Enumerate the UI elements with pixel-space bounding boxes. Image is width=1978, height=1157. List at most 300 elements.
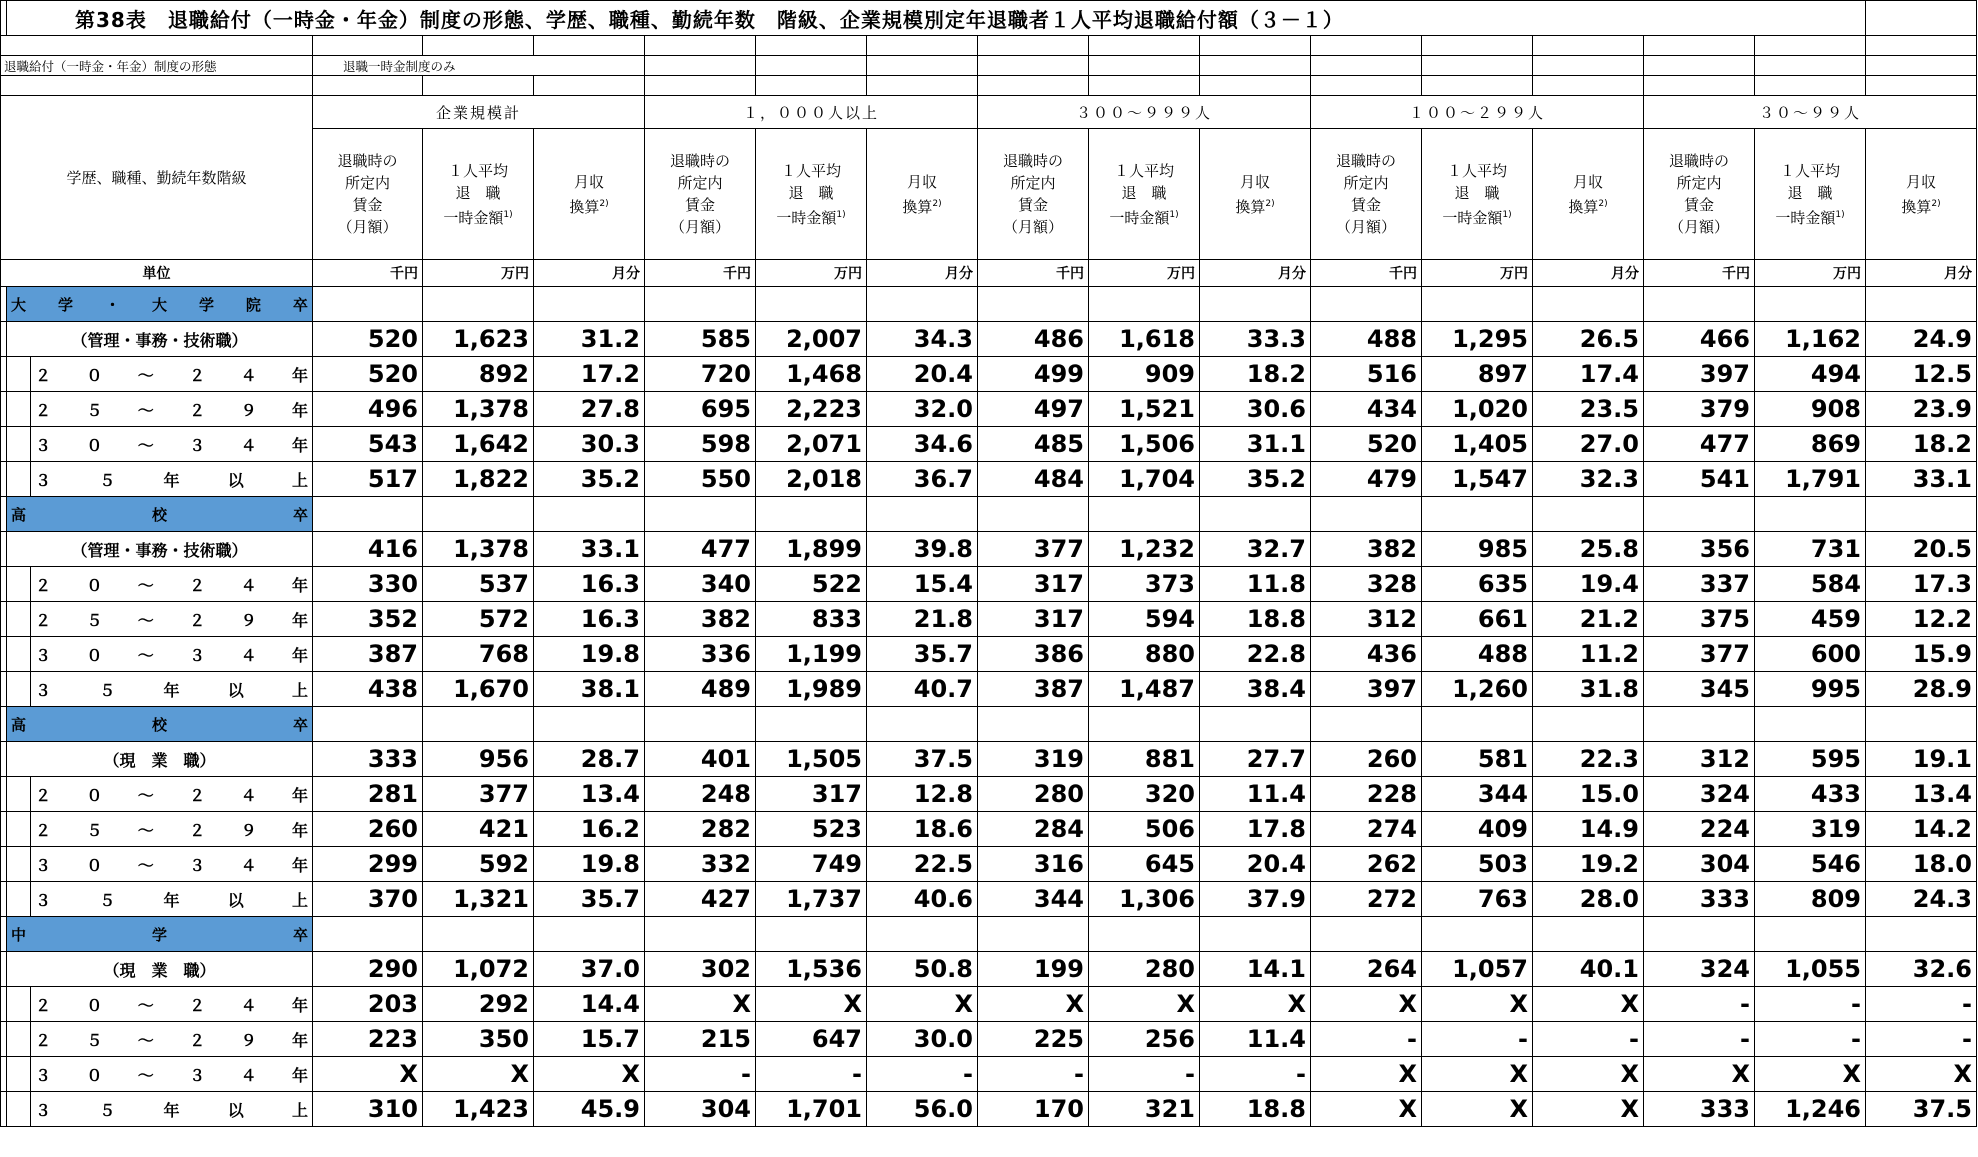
value-cell[interactable]: -	[867, 1057, 978, 1092]
cell[interactable]	[978, 56, 1089, 76]
value-cell[interactable]: 27.0	[1533, 427, 1644, 462]
value-cell[interactable]: 28.9	[1866, 672, 1977, 707]
value-cell[interactable]: 31.1	[1200, 427, 1311, 462]
value-cell[interactable]: 12.5	[1866, 357, 1977, 392]
value-cell[interactable]: 1,378	[423, 392, 534, 427]
value-cell[interactable]: -	[1755, 1022, 1866, 1057]
cell[interactable]	[1422, 287, 1533, 322]
value-cell[interactable]: 909	[1089, 357, 1200, 392]
value-cell[interactable]: 11.4	[1200, 777, 1311, 812]
cell[interactable]	[1755, 287, 1866, 322]
value-cell[interactable]: 520	[1311, 427, 1422, 462]
value-cell[interactable]: 1,822	[423, 462, 534, 497]
value-cell[interactable]: 203	[313, 987, 423, 1022]
cell[interactable]	[7, 427, 31, 462]
value-cell[interactable]: 302	[645, 952, 756, 987]
value-cell[interactable]: -	[1644, 987, 1755, 1022]
value-cell[interactable]: 1,232	[1089, 532, 1200, 567]
value-cell[interactable]: 496	[313, 392, 423, 427]
value-cell[interactable]: 333	[1644, 882, 1755, 917]
value-cell[interactable]: 21.2	[1533, 602, 1644, 637]
value-cell[interactable]: 477	[645, 532, 756, 567]
value-cell[interactable]: X	[1755, 1057, 1866, 1092]
value-cell[interactable]: 215	[645, 1022, 756, 1057]
cell[interactable]	[7, 357, 31, 392]
value-cell[interactable]: 731	[1755, 532, 1866, 567]
value-cell[interactable]: 24.9	[1866, 322, 1977, 357]
cell[interactable]	[7, 567, 31, 602]
value-cell[interactable]: 377	[1644, 637, 1755, 672]
value-cell[interactable]: 299	[313, 847, 423, 882]
cell[interactable]	[867, 36, 978, 56]
cell[interactable]	[756, 76, 867, 96]
cell[interactable]	[7, 462, 31, 497]
cell[interactable]	[1311, 497, 1422, 532]
form-value[interactable]: 退職一時金制度のみ	[313, 56, 645, 76]
value-cell[interactable]: 401	[645, 742, 756, 777]
value-cell[interactable]: 18.0	[1866, 847, 1977, 882]
cell[interactable]	[1200, 497, 1311, 532]
value-cell[interactable]: 45.9	[534, 1092, 645, 1127]
value-cell[interactable]: 40.6	[867, 882, 978, 917]
value-cell[interactable]: 32.7	[1200, 532, 1311, 567]
cell[interactable]	[1644, 917, 1755, 952]
cell[interactable]	[1, 76, 313, 96]
cell[interactable]	[1089, 707, 1200, 742]
cell[interactable]	[645, 36, 756, 56]
value-cell[interactable]: 290	[313, 952, 423, 987]
value-cell[interactable]: 1,487	[1089, 672, 1200, 707]
value-cell[interactable]: 436	[1311, 637, 1422, 672]
cell[interactable]	[1422, 917, 1533, 952]
value-cell[interactable]: 892	[423, 357, 534, 392]
value-cell[interactable]: 14.2	[1866, 812, 1977, 847]
value-cell[interactable]: 32.6	[1866, 952, 1977, 987]
value-cell[interactable]: 324	[1644, 777, 1755, 812]
value-cell[interactable]: 12.2	[1866, 602, 1977, 637]
cell[interactable]	[1533, 76, 1644, 96]
value-cell[interactable]: 23.5	[1533, 392, 1644, 427]
value-cell[interactable]: 337	[1644, 567, 1755, 602]
value-cell[interactable]: 434	[1311, 392, 1422, 427]
value-cell[interactable]: 256	[1089, 1022, 1200, 1057]
value-cell[interactable]: -	[978, 1057, 1089, 1092]
cell[interactable]	[756, 917, 867, 952]
value-cell[interactable]: 370	[313, 882, 423, 917]
value-cell[interactable]: 18.2	[1866, 427, 1977, 462]
cell[interactable]	[7, 392, 31, 427]
cell[interactable]	[1533, 707, 1644, 742]
cell[interactable]	[1422, 707, 1533, 742]
value-cell[interactable]: -	[1089, 1057, 1200, 1092]
cell[interactable]	[1200, 36, 1311, 56]
value-cell[interactable]: 584	[1755, 567, 1866, 602]
value-cell[interactable]: 15.7	[534, 1022, 645, 1057]
value-cell[interactable]: 1,162	[1755, 322, 1866, 357]
value-cell[interactable]: X	[645, 987, 756, 1022]
cell[interactable]	[1311, 36, 1422, 56]
value-cell[interactable]: -	[1200, 1057, 1311, 1092]
value-cell[interactable]: 386	[978, 637, 1089, 672]
value-cell[interactable]: 223	[313, 1022, 423, 1057]
value-cell[interactable]: X	[1533, 1057, 1644, 1092]
value-cell[interactable]: 1,468	[756, 357, 867, 392]
value-cell[interactable]: 421	[423, 812, 534, 847]
value-cell[interactable]: 312	[1644, 742, 1755, 777]
value-cell[interactable]: 572	[423, 602, 534, 637]
cell[interactable]	[1311, 287, 1422, 322]
value-cell[interactable]: 317	[978, 567, 1089, 602]
value-cell[interactable]: 30.6	[1200, 392, 1311, 427]
value-cell[interactable]: 344	[1422, 777, 1533, 812]
cell[interactable]	[1644, 36, 1755, 56]
value-cell[interactable]: 32.3	[1533, 462, 1644, 497]
value-cell[interactable]: 328	[1311, 567, 1422, 602]
value-cell[interactable]: 1,670	[423, 672, 534, 707]
value-cell[interactable]: 272	[1311, 882, 1422, 917]
value-cell[interactable]: 18.8	[1200, 602, 1311, 637]
cell[interactable]	[1644, 76, 1755, 96]
cell[interactable]	[1866, 1, 1977, 36]
cell[interactable]	[1311, 56, 1422, 76]
cell[interactable]	[1311, 917, 1422, 952]
value-cell[interactable]: 880	[1089, 637, 1200, 672]
value-cell[interactable]: 225	[978, 1022, 1089, 1057]
value-cell[interactable]: 37.5	[867, 742, 978, 777]
value-cell[interactable]: 592	[423, 847, 534, 882]
value-cell[interactable]: 11.2	[1533, 637, 1644, 672]
value-cell[interactable]: 377	[423, 777, 534, 812]
value-cell[interactable]: -	[1755, 987, 1866, 1022]
cell[interactable]	[1644, 707, 1755, 742]
value-cell[interactable]: 27.8	[534, 392, 645, 427]
value-cell[interactable]: 488	[1311, 322, 1422, 357]
value-cell[interactable]: 310	[313, 1092, 423, 1127]
value-cell[interactable]: 14.1	[1200, 952, 1311, 987]
value-cell[interactable]: 1,737	[756, 882, 867, 917]
value-cell[interactable]: 22.8	[1200, 637, 1311, 672]
value-cell[interactable]: 264	[1311, 952, 1422, 987]
value-cell[interactable]: 18.2	[1200, 357, 1311, 392]
value-cell[interactable]: X	[1311, 1092, 1422, 1127]
value-cell[interactable]: 522	[756, 567, 867, 602]
value-cell[interactable]: 32.0	[867, 392, 978, 427]
value-cell[interactable]: X	[1311, 1057, 1422, 1092]
value-cell[interactable]: 332	[645, 847, 756, 882]
value-cell[interactable]: 13.4	[534, 777, 645, 812]
cell[interactable]	[1089, 36, 1200, 56]
value-cell[interactable]: 1,989	[756, 672, 867, 707]
value-cell[interactable]: 485	[978, 427, 1089, 462]
value-cell[interactable]: 438	[313, 672, 423, 707]
cell[interactable]	[1089, 76, 1200, 96]
cell[interactable]	[1200, 76, 1311, 96]
cell[interactable]	[645, 497, 756, 532]
cell[interactable]	[7, 637, 31, 672]
cell[interactable]	[7, 602, 31, 637]
value-cell[interactable]: 304	[1644, 847, 1755, 882]
value-cell[interactable]: X	[1533, 1092, 1644, 1127]
value-cell[interactable]: 170	[978, 1092, 1089, 1127]
value-cell[interactable]: X	[1644, 1057, 1755, 1092]
value-cell[interactable]: X	[756, 987, 867, 1022]
value-cell[interactable]: 387	[978, 672, 1089, 707]
value-cell[interactable]: 833	[756, 602, 867, 637]
cell[interactable]	[1200, 707, 1311, 742]
cell[interactable]	[867, 56, 978, 76]
value-cell[interactable]: 344	[978, 882, 1089, 917]
value-cell[interactable]: 37.9	[1200, 882, 1311, 917]
cell[interactable]	[1311, 707, 1422, 742]
value-cell[interactable]: 379	[1644, 392, 1755, 427]
value-cell[interactable]: 292	[423, 987, 534, 1022]
value-cell[interactable]: 1,623	[423, 322, 534, 357]
value-cell[interactable]: 228	[1311, 777, 1422, 812]
cell[interactable]	[756, 707, 867, 742]
value-cell[interactable]: 763	[1422, 882, 1533, 917]
cell[interactable]	[756, 287, 867, 322]
cell[interactable]	[1866, 917, 1977, 952]
value-cell[interactable]: 494	[1755, 357, 1866, 392]
value-cell[interactable]: 1,791	[1755, 462, 1866, 497]
value-cell[interactable]: 995	[1755, 672, 1866, 707]
value-cell[interactable]: 377	[978, 532, 1089, 567]
cell[interactable]	[423, 917, 534, 952]
value-cell[interactable]: 516	[1311, 357, 1422, 392]
value-cell[interactable]: 1,536	[756, 952, 867, 987]
cell[interactable]	[7, 777, 31, 812]
value-cell[interactable]: 1,246	[1755, 1092, 1866, 1127]
cell[interactable]	[867, 917, 978, 952]
value-cell[interactable]: 336	[645, 637, 756, 672]
cell[interactable]	[7, 1057, 31, 1092]
value-cell[interactable]: 17.3	[1866, 567, 1977, 602]
cell[interactable]	[1755, 497, 1866, 532]
value-cell[interactable]: 321	[1089, 1092, 1200, 1127]
value-cell[interactable]: 199	[978, 952, 1089, 987]
value-cell[interactable]: 397	[1644, 357, 1755, 392]
value-cell[interactable]: 17.4	[1533, 357, 1644, 392]
value-cell[interactable]: 262	[1311, 847, 1422, 882]
value-cell[interactable]: 1,405	[1422, 427, 1533, 462]
value-cell[interactable]: 19.1	[1866, 742, 1977, 777]
value-cell[interactable]: 382	[1311, 532, 1422, 567]
value-cell[interactable]: 324	[1644, 952, 1755, 987]
cell[interactable]	[645, 76, 756, 96]
cell[interactable]	[645, 707, 756, 742]
cell[interactable]	[1089, 917, 1200, 952]
cell[interactable]	[978, 497, 1089, 532]
cell[interactable]	[1755, 36, 1866, 56]
value-cell[interactable]: 14.4	[534, 987, 645, 1022]
value-cell[interactable]: X	[313, 1057, 423, 1092]
value-cell[interactable]: 22.5	[867, 847, 978, 882]
cell[interactable]	[7, 1092, 31, 1127]
value-cell[interactable]: 248	[645, 777, 756, 812]
value-cell[interactable]: 13.4	[1866, 777, 1977, 812]
cell[interactable]	[1200, 56, 1311, 76]
value-cell[interactable]: 16.2	[534, 812, 645, 847]
cell[interactable]	[534, 497, 645, 532]
value-cell[interactable]: 30.3	[534, 427, 645, 462]
cell[interactable]	[645, 56, 756, 76]
value-cell[interactable]: 14.9	[1533, 812, 1644, 847]
value-cell[interactable]: 280	[1089, 952, 1200, 987]
value-cell[interactable]: 1,547	[1422, 462, 1533, 497]
value-cell[interactable]: -	[1866, 1022, 1977, 1057]
value-cell[interactable]: 260	[1311, 742, 1422, 777]
value-cell[interactable]: X	[1422, 1092, 1533, 1127]
value-cell[interactable]: X	[1422, 1057, 1533, 1092]
value-cell[interactable]: 523	[756, 812, 867, 847]
value-cell[interactable]: 486	[978, 322, 1089, 357]
value-cell[interactable]: 18.6	[867, 812, 978, 847]
value-cell[interactable]: 869	[1755, 427, 1866, 462]
value-cell[interactable]: 35.2	[534, 462, 645, 497]
value-cell[interactable]: 1,057	[1422, 952, 1533, 987]
value-cell[interactable]: 312	[1311, 602, 1422, 637]
value-cell[interactable]: 373	[1089, 567, 1200, 602]
value-cell[interactable]: 20.5	[1866, 532, 1977, 567]
cell[interactable]	[7, 812, 31, 847]
cell[interactable]	[756, 36, 867, 56]
value-cell[interactable]: X	[867, 987, 978, 1022]
value-cell[interactable]: 661	[1422, 602, 1533, 637]
cell[interactable]	[313, 287, 423, 322]
value-cell[interactable]: X	[423, 1057, 534, 1092]
value-cell[interactable]: 224	[1644, 812, 1755, 847]
cell[interactable]	[423, 287, 534, 322]
value-cell[interactable]: 897	[1422, 357, 1533, 392]
value-cell[interactable]: 466	[1644, 322, 1755, 357]
value-cell[interactable]: 21.8	[867, 602, 978, 637]
value-cell[interactable]: 1,295	[1422, 322, 1533, 357]
cell[interactable]	[1311, 76, 1422, 96]
value-cell[interactable]: 281	[313, 777, 423, 812]
cell[interactable]	[867, 707, 978, 742]
cell[interactable]	[1866, 56, 1977, 76]
value-cell[interactable]: 22.3	[1533, 742, 1644, 777]
value-cell[interactable]: 333	[313, 742, 423, 777]
cell[interactable]	[1200, 287, 1311, 322]
value-cell[interactable]: 35.7	[867, 637, 978, 672]
value-cell[interactable]: 1,521	[1089, 392, 1200, 427]
value-cell[interactable]: 18.8	[1200, 1092, 1311, 1127]
value-cell[interactable]: 333	[1644, 1092, 1755, 1127]
value-cell[interactable]: 585	[645, 322, 756, 357]
value-cell[interactable]: 56.0	[867, 1092, 978, 1127]
value-cell[interactable]: 317	[978, 602, 1089, 637]
value-cell[interactable]: 506	[1089, 812, 1200, 847]
value-cell[interactable]: 645	[1089, 847, 1200, 882]
value-cell[interactable]: 1,701	[756, 1092, 867, 1127]
cell[interactable]	[313, 917, 423, 952]
value-cell[interactable]: 1,055	[1755, 952, 1866, 987]
value-cell[interactable]: 1,899	[756, 532, 867, 567]
value-cell[interactable]: 35.7	[534, 882, 645, 917]
value-cell[interactable]: 37.5	[1866, 1092, 1977, 1127]
value-cell[interactable]: -	[1533, 1022, 1644, 1057]
value-cell[interactable]: 908	[1755, 392, 1866, 427]
cell[interactable]	[867, 76, 978, 96]
cell[interactable]	[534, 36, 645, 56]
cell[interactable]	[1533, 497, 1644, 532]
value-cell[interactable]: 1,378	[423, 532, 534, 567]
value-cell[interactable]: 1,321	[423, 882, 534, 917]
value-cell[interactable]: 35.2	[1200, 462, 1311, 497]
value-cell[interactable]: 479	[1311, 462, 1422, 497]
cell[interactable]	[867, 287, 978, 322]
value-cell[interactable]: 598	[645, 427, 756, 462]
cell[interactable]	[7, 1022, 31, 1057]
value-cell[interactable]: 520	[313, 322, 423, 357]
value-cell[interactable]: 15.4	[867, 567, 978, 602]
value-cell[interactable]: 520	[313, 357, 423, 392]
cell[interactable]	[1200, 917, 1311, 952]
value-cell[interactable]: X	[534, 1057, 645, 1092]
value-cell[interactable]: 317	[756, 777, 867, 812]
cell[interactable]	[1422, 36, 1533, 56]
title-cell[interactable]: 第38表 退職給付（一時金・年金）制度の形態、学歴、職種、勤続年数 階級、企業規模別定年退職者１人平均退職給付額（３－１）	[7, 1, 1866, 36]
value-cell[interactable]: 427	[645, 882, 756, 917]
value-cell[interactable]: 24.3	[1866, 882, 1977, 917]
cell[interactable]	[1533, 287, 1644, 322]
value-cell[interactable]: 34.6	[867, 427, 978, 462]
value-cell[interactable]: 768	[423, 637, 534, 672]
cell[interactable]	[423, 36, 534, 56]
cell[interactable]	[313, 76, 423, 96]
value-cell[interactable]: 1,199	[756, 637, 867, 672]
value-cell[interactable]: 477	[1644, 427, 1755, 462]
cell[interactable]	[978, 76, 1089, 96]
cell[interactable]	[1866, 76, 1977, 96]
cell[interactable]	[645, 917, 756, 952]
value-cell[interactable]: 1,306	[1089, 882, 1200, 917]
value-cell[interactable]: 23.9	[1866, 392, 1977, 427]
value-cell[interactable]: 382	[645, 602, 756, 637]
value-cell[interactable]: 28.0	[1533, 882, 1644, 917]
value-cell[interactable]: 1,423	[423, 1092, 534, 1127]
cell[interactable]	[313, 497, 423, 532]
cell[interactable]	[1533, 56, 1644, 76]
cell[interactable]	[1422, 76, 1533, 96]
value-cell[interactable]: 31.2	[534, 322, 645, 357]
value-cell[interactable]: 15.0	[1533, 777, 1644, 812]
value-cell[interactable]: 409	[1422, 812, 1533, 847]
value-cell[interactable]: 20.4	[867, 357, 978, 392]
value-cell[interactable]: 19.4	[1533, 567, 1644, 602]
cell[interactable]	[1644, 56, 1755, 76]
cell[interactable]	[1, 36, 313, 56]
value-cell[interactable]: -	[1644, 1022, 1755, 1057]
value-cell[interactable]: 488	[1422, 637, 1533, 672]
value-cell[interactable]: 33.3	[1200, 322, 1311, 357]
value-cell[interactable]: 550	[645, 462, 756, 497]
value-cell[interactable]: 600	[1755, 637, 1866, 672]
value-cell[interactable]: -	[756, 1057, 867, 1092]
value-cell[interactable]: 34.3	[867, 322, 978, 357]
value-cell[interactable]: 26.5	[1533, 322, 1644, 357]
cell[interactable]	[978, 707, 1089, 742]
value-cell[interactable]: X	[978, 987, 1089, 1022]
value-cell[interactable]: 284	[978, 812, 1089, 847]
value-cell[interactable]: 330	[313, 567, 423, 602]
value-cell[interactable]: 319	[1755, 812, 1866, 847]
value-cell[interactable]: 881	[1089, 742, 1200, 777]
cell[interactable]	[1755, 707, 1866, 742]
value-cell[interactable]: 17.2	[534, 357, 645, 392]
value-cell[interactable]: 459	[1755, 602, 1866, 637]
